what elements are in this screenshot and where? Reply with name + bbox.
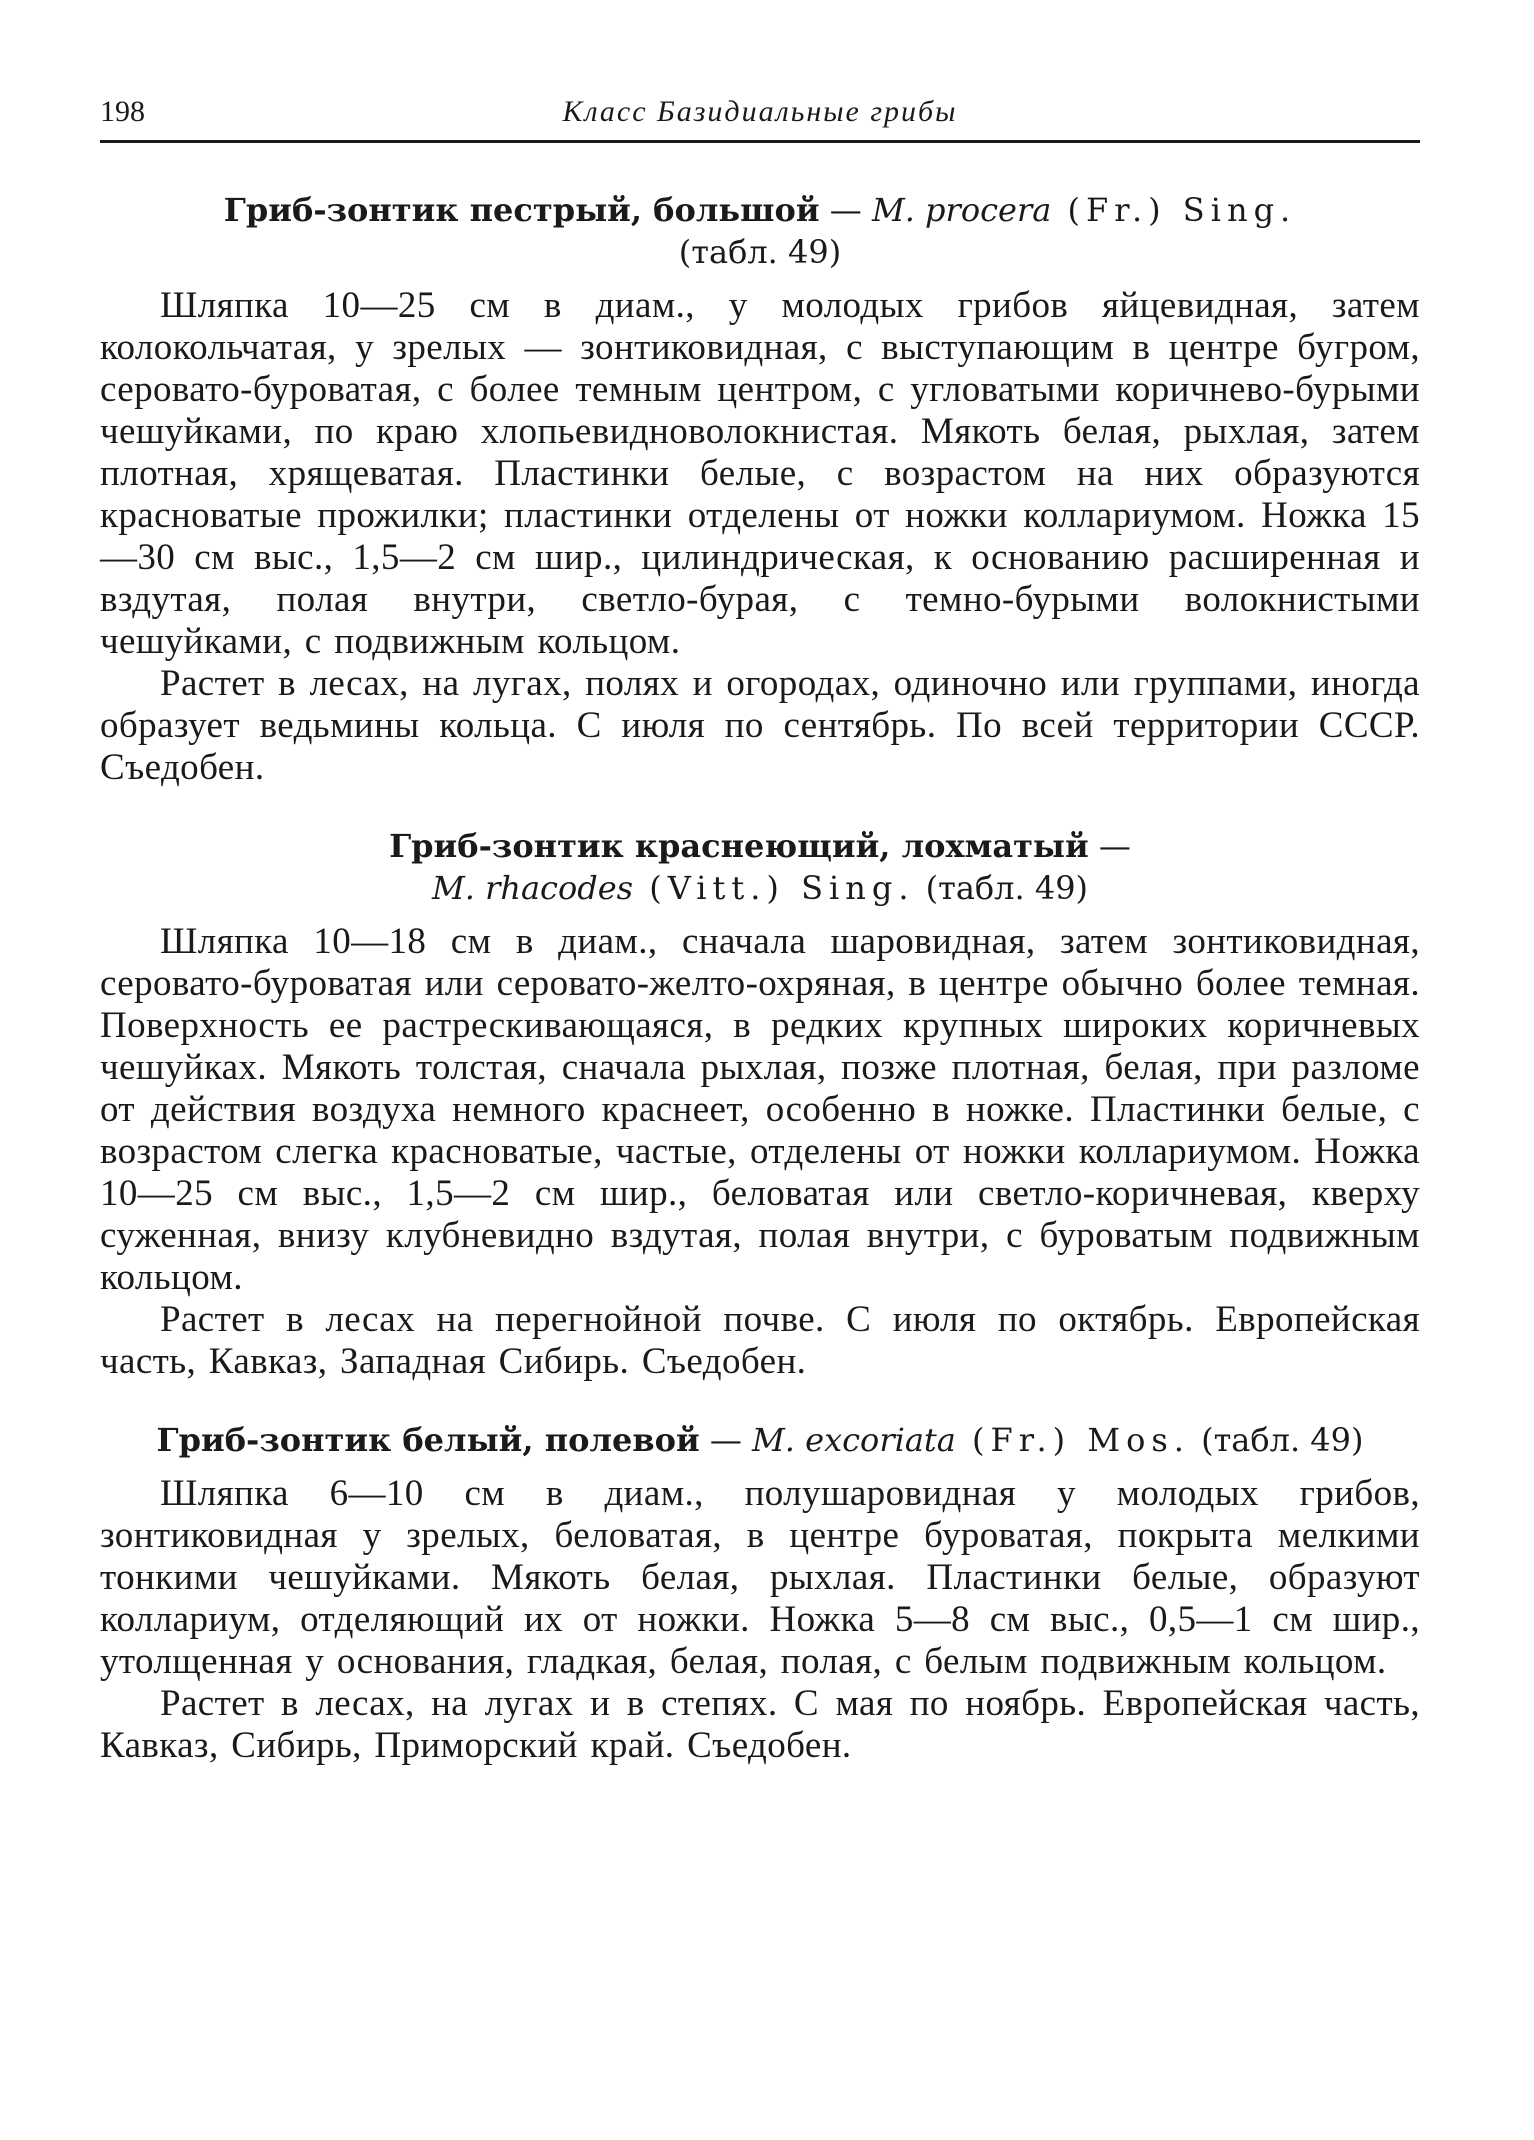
book-page bbox=[100, 92, 1420, 1767]
entry-habitat: Растет в лесах, на лугах, полях и огородах, одиночно или группами, иногда образует ведьмины кольца. С июля по сентябрь. По всей территории СССР. Съедобен. bbox=[100, 663, 1420, 788]
heading-latin-name: M. excoriata bbox=[752, 1421, 956, 1459]
entry-description: Шляпка 10—18 см в диам., сначала шаровидная, затем зонтиковидная, серовато-буроватая или серовато-желто-охряная, в центре обычно более темная. Поверхность ее растрескивающаяся, в редких крупных широких коричневых чешуйках. Мякоть толстая, сначала рыхлая, позже плотная, белая, при разломе от действия воздуха немного краснеет, особенно в ножке. Пластинки белые, с возрастом слегка красноватые, частые, отделены от ножки коллариумом. Ножка 10—25 см выс., 1,5—2 см шир., беловатая или светло-коричневая, кверху суженная, внизу клубневидно вздутая, полая внутри, с буроватым подвижным кольцом. bbox=[100, 921, 1420, 1298]
page-number: 198 bbox=[100, 95, 145, 128]
running-title: Класс Базидиальные грибы bbox=[562, 95, 958, 128]
heading-latin-name: M. procera bbox=[871, 191, 1052, 229]
entry-procera bbox=[100, 189, 1420, 789]
heading-author: (Fr.) Mos. bbox=[955, 1421, 1190, 1459]
entry-habitat: Растет в лесах, на лугах и в степях. С мая по ноябрь. Европейская часть, Кавказ, Сибирь, Приморский край. Съедобен. bbox=[100, 1683, 1420, 1766]
heading-latin-name: M. rhacodes bbox=[431, 869, 634, 907]
running-head bbox=[100, 92, 1420, 143]
entry-heading: Гриб-зонтик краснеющий, лохматый — M. rhacodes (Vitt.) Sing. (табл. 49) bbox=[389, 827, 1131, 907]
entry-excoriata bbox=[100, 1419, 1420, 1767]
heading-plate-ref: (табл. 49) bbox=[925, 869, 1089, 907]
entry-rhacodes bbox=[100, 825, 1420, 1383]
heading-common-name: Гриб-зонтик краснеющий, лохматый bbox=[389, 827, 1089, 865]
entry-heading: Гриб-зонтик белый, полевой — M. excoriata (Fr.) Mos. (табл. 49) bbox=[156, 1421, 1364, 1459]
heading-common-name: Гриб-зонтик белый, полевой bbox=[156, 1421, 700, 1459]
heading-plate-ref: (табл. 49) bbox=[1201, 1421, 1364, 1459]
heading-author: (Fr.) Sing. bbox=[1051, 191, 1297, 229]
entry-description: Шляпка 6—10 см в диам., полушаровидная у молодых грибов, зонтиковидная у зрелых, беловатая, в центре буроватая, покрыта мелкими тонкими чешуйками. Мякоть белая, рыхлая. Пластинки белые, образуют коллариум, отделяющий их от ножки. Ножка 5—8 см выс., 0,5—1 см шир., утолщенная у основания, гладкая, белая, полая, с белым подвижным кольцом. bbox=[100, 1473, 1420, 1682]
entry-heading: Гриб-зонтик пестрый, большой — M. procera (Fr.) Sing. (табл. 49) bbox=[223, 191, 1297, 271]
entry-habitat: Растет в лесах на перегнойной почве. С июля по октябрь. Европейская часть, Кавказ, Западная Сибирь. Съедобен. bbox=[100, 1299, 1420, 1382]
heading-common-name: Гриб-зонтик пестрый, большой bbox=[223, 191, 820, 229]
heading-author: (Vitt.) Sing. bbox=[633, 869, 915, 907]
heading-plate-ref: (табл. 49) bbox=[678, 233, 842, 271]
entry-description: Шляпка 10—25 см в диам., у молодых грибов яйцевидная, затем колокольчатая, у зрелых — зонтиковидная, с выступающим в центре бугром, серовато-буроватая, с более темным центром, с угловатыми коричнево-бурыми чешуйками, по краю хлопьевидноволокнистая. Мякоть белая, рыхлая, затем плотная, хрящеватая. Пластинки белые, с возрастом на них образуются красноватые прожилки; пластинки отделены от ножки коллариумом. Ножка 15—30 см выс., 1,5—2 см шир., цилиндрическая, к основанию расширенная и вздутая, полая внутри, светло-бурая, с темно-бурыми волокнистыми чешуйками, с подвижным кольцом. bbox=[100, 285, 1420, 662]
